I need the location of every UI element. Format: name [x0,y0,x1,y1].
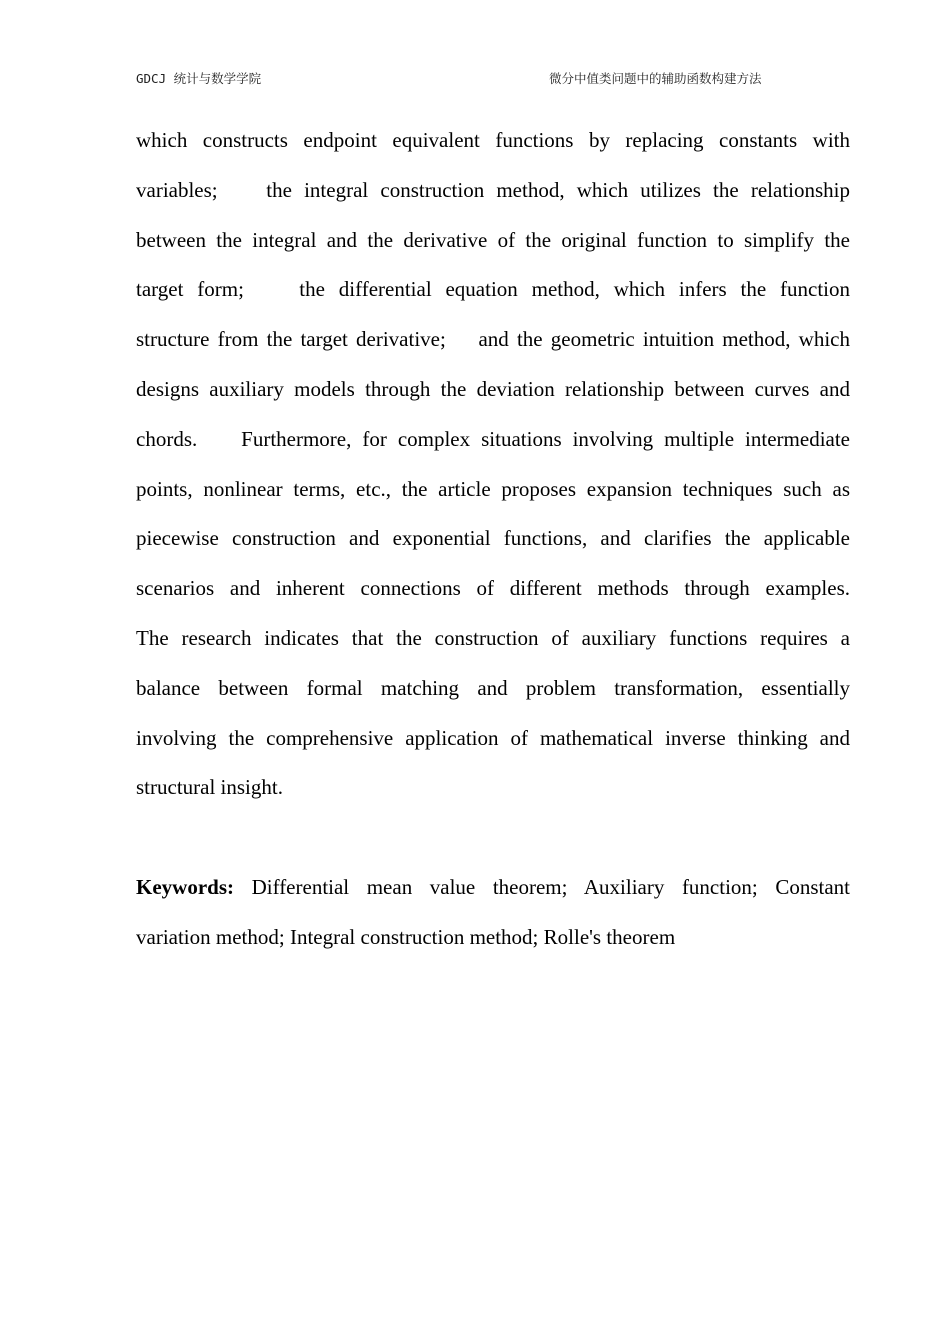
abstract-line: scenarios and inherent connections of different methods through examples. [136,576,850,601]
keywords-line-2: variation method; Integral construction method; Rolle's theorem [136,924,676,949]
abstract-line: balance between formal matching and problem transformation, essentially [136,675,850,700]
abstract-line: structural insight. [136,775,283,800]
abstract-line: chords. Furthermore, for complex situations involving multiple intermediate [136,426,850,451]
abstract-line: variables; the integral construction method, which utilizes the relationship [136,177,850,202]
abstract-line: piecewise construction and exponential functions, and clarifies the applicable [136,526,850,551]
header-left-text: GDCJ 统计与数学学院 [136,71,262,86]
abstract-line: which constructs endpoint equivalent functions by replacing constants with [136,128,850,152]
abstract-line: points, nonlinear terms, etc., the article proposes expansion techniques such as [136,476,850,501]
abstract-line: The research indicates that the construction of auxiliary functions requires a [136,625,850,650]
keywords-text-1: Differential mean value theorem; Auxiliary function; Constant [251,875,851,899]
keywords-line-1 [136,863,850,913]
header-right-text: 微分中值类问题中的辅助函数构建方法 [549,71,762,86]
abstract-line: target form; the differential equation method, which infers the function [136,277,850,302]
abstract-line: involving the comprehensive application of mathematical inverse thinking and [136,725,850,750]
abstract-line: designs auxiliary models through the deviation relationship between curves and [136,376,850,401]
keywords-section [136,863,850,963]
abstract-line: structure from the target derivative; and the geometric intuition method, which [136,327,850,352]
abstract-line: between the integral and the derivative of the original function to simplify the [136,227,850,252]
keywords-label: Keywords: [136,875,234,899]
abstract-body [136,116,850,813]
page-header [136,69,850,89]
